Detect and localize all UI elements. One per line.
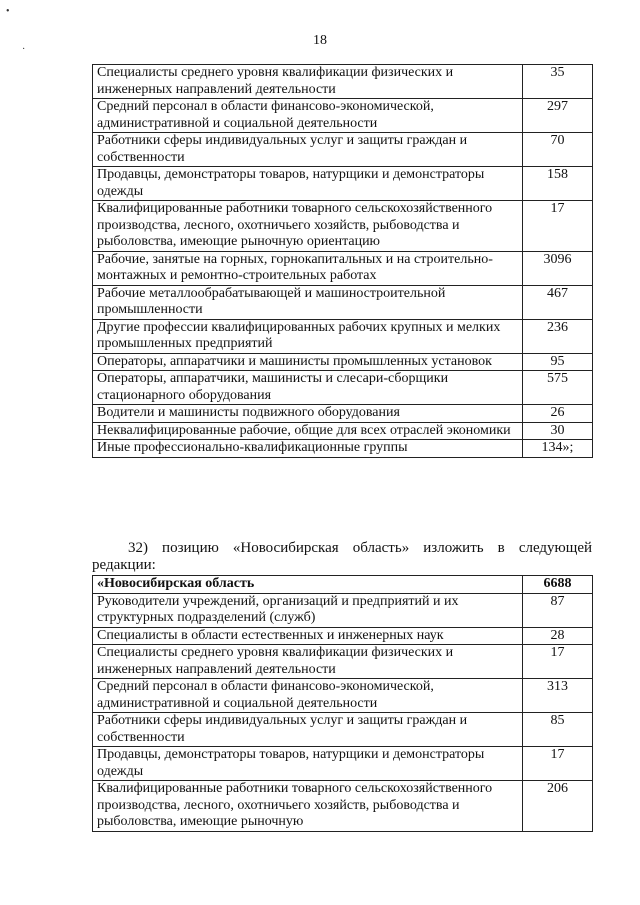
- occupation-group: Квалифицированные работники товарного сельскохозяйственного производства, лесного, охотничьего хозяйств, рыбоводства и рыболовства, имеющие рыночную: [93, 781, 523, 832]
- quota-value: 26: [523, 405, 593, 423]
- occupation-group: Специалисты в области естественных и инженерных наук: [93, 627, 523, 645]
- table-row: [93, 65, 593, 99]
- quota-value: 70: [523, 133, 593, 167]
- occupation-group: Средний персонал в области финансово-экономической, административной и социальной деятельности: [93, 99, 523, 133]
- occupation-group: Операторы, аппаратчики и машинисты промышленных установок: [93, 353, 523, 371]
- table-row: [93, 319, 593, 353]
- quota-value: 158: [523, 167, 593, 201]
- table-row: [93, 285, 593, 319]
- quota-value: 17: [523, 645, 593, 679]
- occupation-group: Водители и машинисты подвижного оборудования: [93, 405, 523, 423]
- table-row: [93, 679, 593, 713]
- occupation-group: Квалифицированные работники товарного сельскохозяйственного производства, лесного, охотничьего хозяйств, рыбоводства и рыболовства, имеющие рыночную ориентацию: [93, 201, 523, 252]
- table-row: [93, 405, 593, 423]
- occupation-group: Средний персонал в области финансово-экономической, административной и социальной деятельности: [93, 679, 523, 713]
- quota-value: 134»;: [523, 440, 593, 458]
- occupation-group: Специалисты среднего уровня квалификации физических и инженерных направлений деятельности: [93, 65, 523, 99]
- quota-value: 30: [523, 422, 593, 440]
- quota-value: 28: [523, 627, 593, 645]
- table-row: [93, 353, 593, 371]
- table-row: [93, 371, 593, 405]
- quota-value: 3096: [523, 251, 593, 285]
- quota-value: 17: [523, 201, 593, 252]
- table-row: [93, 645, 593, 679]
- quota-table-continued: [92, 64, 593, 458]
- table-row: [93, 133, 593, 167]
- occupation-group: Продавцы, демонстраторы товаров, натурщики и демонстраторы одежды: [93, 167, 523, 201]
- quota-value: 236: [523, 319, 593, 353]
- occupation-group: Рабочие металлообрабатывающей и машиностроительной промышленности: [93, 285, 523, 319]
- occupation-group: Операторы, аппаратчики, машинисты и слесари-сборщики стационарного оборудования: [93, 371, 523, 405]
- occupation-group: Работники сферы индивидуальных услуг и защиты граждан и собственности: [93, 713, 523, 747]
- paragraph-line: 32) позицию «Новосибирская область» изложить в следующей: [128, 540, 592, 556]
- occupation-group: Иные профессионально-квалификационные группы: [93, 440, 523, 458]
- table-row: [93, 201, 593, 252]
- quota-value: 95: [523, 353, 593, 371]
- scan-mark: •: [6, 6, 10, 17]
- table-row: [93, 713, 593, 747]
- quota-value: 85: [523, 713, 593, 747]
- table-row: [93, 99, 593, 133]
- table-row: [93, 167, 593, 201]
- occupation-group: Рабочие, занятые на горных, горнокапитальных и на строительно-монтажных и ремонтно-строительных работах: [93, 251, 523, 285]
- occupation-group: Специалисты среднего уровня квалификации физических и инженерных направлений деятельности: [93, 645, 523, 679]
- quota-value: 35: [523, 65, 593, 99]
- quota-value: 17: [523, 747, 593, 781]
- quota-value: 87: [523, 593, 593, 627]
- quota-value: 313: [523, 679, 593, 713]
- table-row: [93, 627, 593, 645]
- table-row: [93, 251, 593, 285]
- quota-value: 575: [523, 371, 593, 405]
- occupation-group: Неквалифицированные рабочие, общие для всех отраслей экономики: [93, 422, 523, 440]
- paragraph-line: редакции:: [92, 557, 156, 573]
- scan-mark: ·: [22, 44, 26, 55]
- region-total: 6688: [523, 576, 593, 594]
- table-row: [93, 593, 593, 627]
- region-name: «Новосибирская область: [93, 576, 523, 594]
- occupation-group: Другие профессии квалифицированных рабочих крупных и мелких промышленных предприятий: [93, 319, 523, 353]
- table-row: [93, 781, 593, 832]
- quota-value: 467: [523, 285, 593, 319]
- occupation-group: Работники сферы индивидуальных услуг и защиты граждан и собственности: [93, 133, 523, 167]
- quota-value: 206: [523, 781, 593, 832]
- quota-table-novosibirsk: [92, 575, 593, 832]
- table-header-row: [93, 576, 593, 594]
- table-row: [93, 422, 593, 440]
- amendment-paragraph: [92, 540, 592, 574]
- table-row: [93, 747, 593, 781]
- occupation-group: Продавцы, демонстраторы товаров, натурщики и демонстраторы одежды: [93, 747, 523, 781]
- quota-value: 297: [523, 99, 593, 133]
- occupation-group: Руководители учреждений, организаций и предприятий и их структурных подразделений (служб): [93, 593, 523, 627]
- page-number: 18: [313, 33, 327, 48]
- table-row: [93, 440, 593, 458]
